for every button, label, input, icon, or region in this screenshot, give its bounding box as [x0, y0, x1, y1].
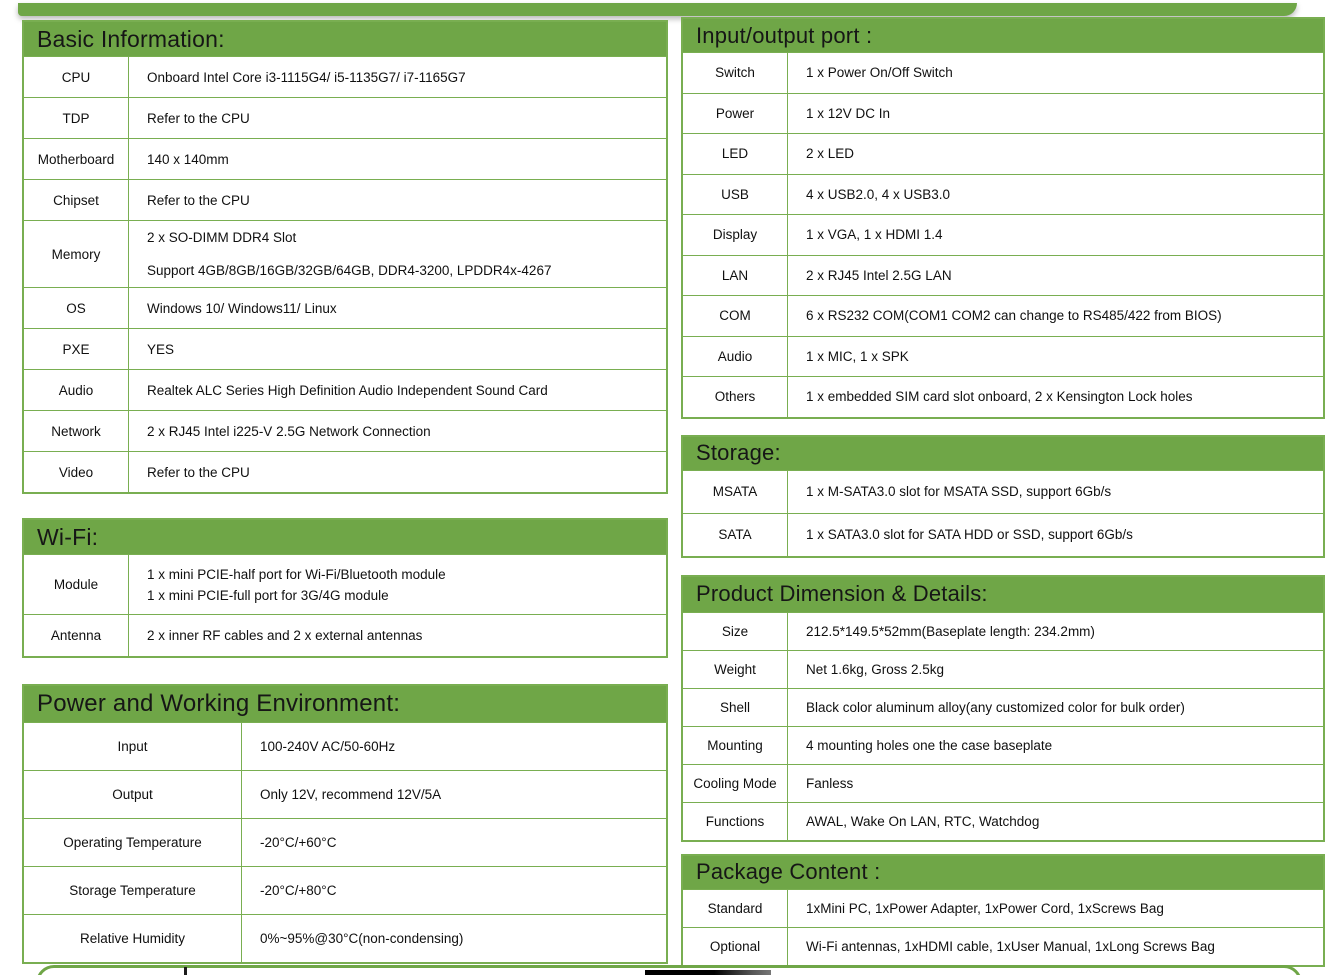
row-label: Optional — [683, 928, 788, 965]
section-product-dimension — [681, 575, 1325, 842]
spec-table — [24, 722, 666, 962]
section-storage — [681, 435, 1325, 558]
table-row — [24, 410, 666, 451]
row-label: CPU — [24, 57, 129, 97]
table-row — [683, 612, 1323, 650]
table-row — [24, 179, 666, 220]
row-value: Net 1.6kg, Gross 2.5kg — [806, 661, 945, 677]
row-value: 1 x mini PCIE-half port for Wi-Fi/Bluetooth module 1 x mini PCIE-full port for 3G/4G module — [147, 566, 446, 603]
section-title: Product Dimension & Details: — [683, 577, 1323, 612]
row-label: Cooling Mode — [683, 765, 788, 802]
table-row — [24, 369, 666, 410]
table-row — [24, 818, 666, 866]
row-value: 100-240V AC/50-60Hz — [260, 739, 396, 754]
section-title: Wi-Fi: — [24, 520, 666, 554]
row-label: Weight — [683, 651, 788, 688]
row-value: Black color aluminum alloy(any customized color for bulk order) — [806, 699, 1185, 715]
table-row — [24, 554, 666, 614]
row-label: Motherboard — [24, 139, 129, 179]
row-label: Power — [683, 94, 788, 134]
row-value: -20°C/+80°C — [260, 883, 337, 898]
row-value: 1 x SATA3.0 slot for SATA HDD or SSD, support 6Gb/s — [806, 527, 1133, 542]
table-row — [24, 138, 666, 179]
row-value: AWAL, Wake On LAN, RTC, Watchdog — [806, 813, 1040, 829]
section-io-port — [681, 17, 1325, 419]
row-value: 2 x inner RF cables and 2 x external antennas — [147, 628, 423, 643]
table-row — [683, 133, 1323, 174]
spec-table — [24, 554, 666, 656]
table-row — [683, 513, 1323, 556]
right-column — [681, 17, 1325, 967]
table-row — [683, 650, 1323, 688]
row-value: Refer to the CPU — [147, 464, 250, 480]
row-value: 4 mounting holes one the case baseplate — [806, 737, 1053, 753]
row-label: Display — [683, 215, 788, 255]
row-label: Module — [24, 555, 129, 614]
table-row — [683, 214, 1323, 255]
table-row — [24, 220, 666, 287]
product-photo-sliver — [645, 970, 771, 975]
spec-table — [683, 470, 1323, 556]
spec-table — [683, 889, 1323, 965]
row-label: SATA — [683, 514, 788, 556]
row-value: Realtek ALC Series High Definition Audio Independent Sound Card — [147, 382, 548, 398]
table-row — [683, 336, 1323, 377]
section-title: Storage: — [683, 437, 1323, 470]
table-row — [683, 93, 1323, 134]
row-value: 6 x RS232 COM(COM1 COM2 can change to RS485/422 from BIOS) — [806, 308, 1222, 324]
row-label: Standard — [683, 890, 788, 927]
table-row — [683, 255, 1323, 296]
row-label: LAN — [683, 256, 788, 296]
section-package-content — [681, 854, 1325, 967]
row-value: Wi-Fi antennas, 1xHDMI cable, 1xUser Manual, 1xLong Screws Bag — [806, 938, 1215, 954]
row-value: 1 x MIC, 1 x SPK — [806, 348, 909, 364]
row-label: Storage Temperature — [24, 867, 242, 914]
row-value: 1xMini PC, 1xPower Adapter, 1xPower Cord, 1xScrews Bag — [806, 900, 1164, 916]
table-row — [24, 770, 666, 818]
row-value: Fanless — [806, 775, 854, 791]
table-row — [24, 451, 666, 492]
spec-table — [683, 612, 1323, 840]
row-label: Audio — [24, 370, 129, 410]
row-value: 140 x 140mm — [147, 151, 229, 167]
section-title: Basic Information: — [24, 22, 666, 56]
row-value: 1 x M-SATA3.0 slot for MSATA SSD, support 6Gb/s — [806, 484, 1112, 499]
table-row — [24, 97, 666, 138]
row-label: OS — [24, 288, 129, 328]
row-value: YES — [147, 341, 175, 357]
row-value: Refer to the CPU — [147, 192, 250, 208]
row-value: 4 x USB2.0, 4 x USB3.0 — [806, 186, 951, 202]
row-label: TDP — [24, 98, 129, 138]
product-photo-sliver — [184, 967, 187, 975]
row-label: Shell — [683, 689, 788, 726]
section-title: Input/output port : — [683, 19, 1323, 52]
table-row — [683, 688, 1323, 726]
table-row — [683, 726, 1323, 764]
row-value: 2 x LED — [806, 146, 855, 162]
row-label: Mounting — [683, 727, 788, 764]
row-label: MSATA — [683, 471, 788, 513]
row-label: Size — [683, 613, 788, 650]
table-row — [683, 764, 1323, 802]
row-label: Relative Humidity — [24, 915, 242, 962]
row-label: Switch — [683, 53, 788, 93]
row-value: 1 x Power On/Off Switch — [806, 65, 953, 81]
row-label: USB — [683, 175, 788, 215]
table-row — [24, 328, 666, 369]
row-value: -20°C/+60°C — [260, 835, 337, 850]
table-row — [683, 889, 1323, 927]
row-value: 1 x embedded SIM card slot onboard, 2 x Kensington Lock holes — [806, 389, 1193, 405]
table-row — [683, 927, 1323, 965]
row-value: 1 x 12V DC In — [806, 105, 891, 121]
section-title: Package Content : — [683, 856, 1323, 889]
table-row — [683, 470, 1323, 513]
row-value: 212.5*149.5*52mm(Baseplate length: 234.2mm) — [806, 623, 1095, 639]
row-label: Antenna — [24, 615, 129, 656]
row-label: Video — [24, 452, 129, 492]
row-label: Audio — [683, 337, 788, 377]
spec-table — [683, 52, 1323, 417]
section-power-environment — [22, 684, 668, 964]
table-row — [24, 56, 666, 97]
row-label: Memory — [24, 221, 129, 287]
row-label: Functions — [683, 803, 788, 840]
table-row — [24, 722, 666, 770]
row-value: 1 x VGA, 1 x HDMI 1.4 — [806, 227, 943, 243]
row-value: 2 x RJ45 Intel i225-V 2.5G Network Connection — [147, 423, 431, 439]
spec-table — [24, 56, 666, 492]
row-label: Output — [24, 771, 242, 818]
row-value: Windows 10/ Windows11/ Linux — [147, 300, 337, 316]
section-wifi — [22, 518, 668, 658]
row-label: PXE — [24, 329, 129, 369]
left-column — [22, 20, 668, 964]
row-value: Refer to the CPU — [147, 110, 250, 126]
row-label: Operating Temperature — [24, 819, 242, 866]
table-row — [24, 914, 666, 962]
row-value: 0%~95%@30°C(non-condensing) — [260, 931, 464, 946]
table-row — [683, 52, 1323, 93]
table-row — [683, 802, 1323, 840]
section-title: Power and Working Environment: — [24, 686, 666, 722]
row-value: Only 12V, recommend 12V/5A — [260, 787, 442, 802]
row-value: 2 x SO-DIMM DDR4 Slot Support 4GB/8GB/16GB/32GB/64GB, DDR4-3200, LPDDR4x-4267 — [147, 230, 552, 278]
table-row — [683, 295, 1323, 336]
section-basic-information — [22, 20, 668, 494]
row-label: Chipset — [24, 180, 129, 220]
row-value: Onboard Intel Core i3-1115G4/ i5-1135G7/ i7-1165G7 — [147, 69, 466, 85]
row-value: 2 x RJ45 Intel 2.5G LAN — [806, 267, 952, 283]
row-label: Network — [24, 411, 129, 451]
previous-section-bottom-edge — [18, 3, 1297, 16]
table-row — [24, 287, 666, 328]
table-row — [24, 866, 666, 914]
row-label: Others — [683, 377, 788, 417]
row-label: Input — [24, 723, 242, 770]
table-row — [24, 614, 666, 656]
table-row — [683, 174, 1323, 215]
table-row — [683, 376, 1323, 417]
row-label: COM — [683, 296, 788, 336]
row-label: LED — [683, 134, 788, 174]
